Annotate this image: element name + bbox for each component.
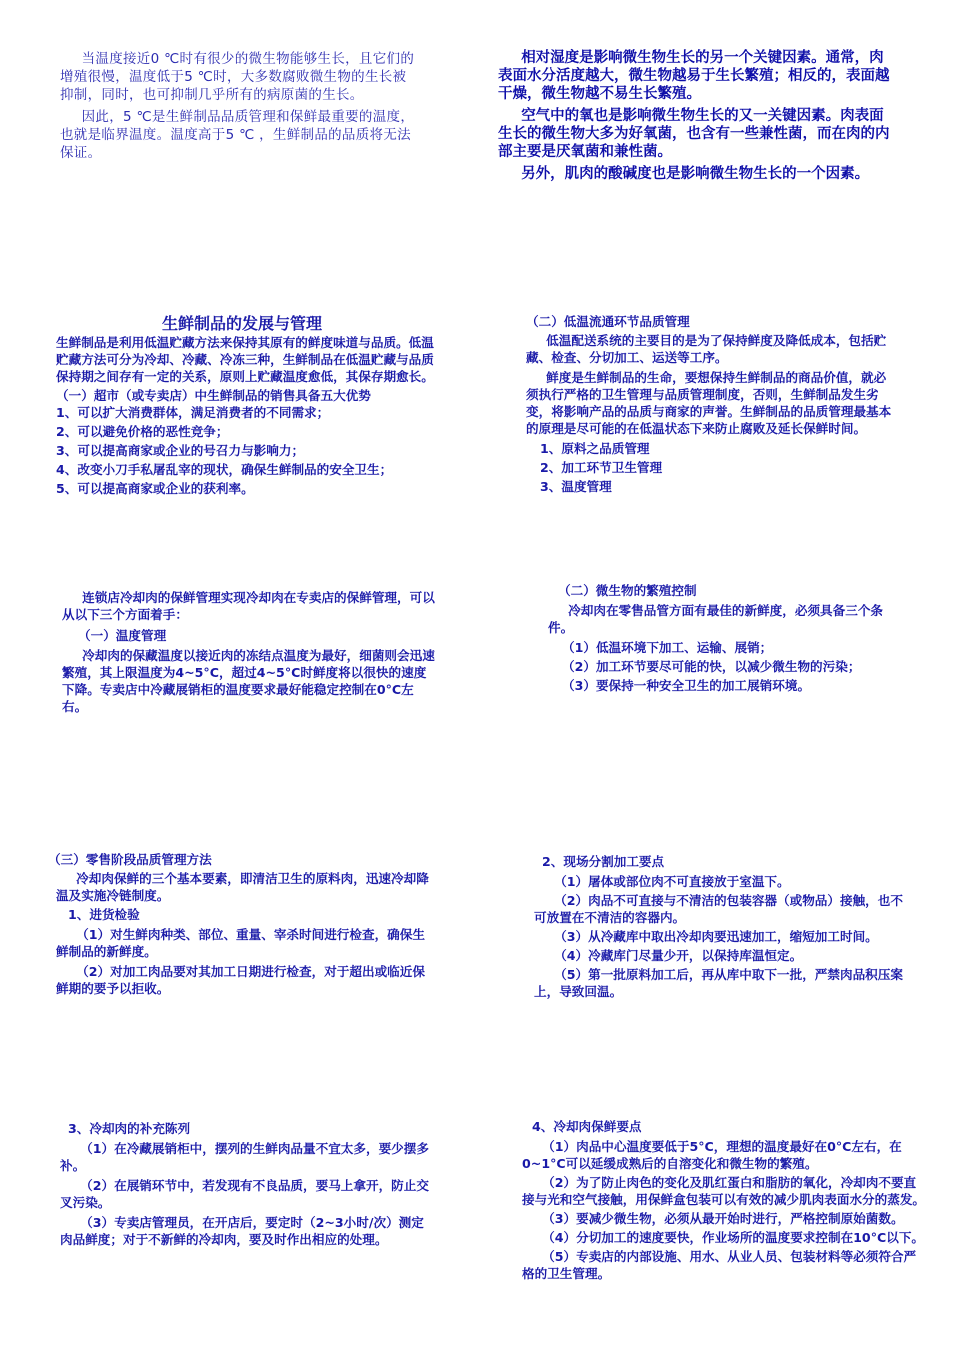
list-item: （3）从冷藏库中取出冷却肉要迅速加工，缩短加工时间。: [554, 929, 878, 944]
sub-heading: 1、进货检验: [68, 907, 140, 922]
list-item: （1）对生鲜肉种类、部位、重量、宰杀时间进行检查，确保生鲜制品的新鲜度。: [56, 927, 425, 959]
list-item: 4、改变小刀手私屠乱宰的现状，确保生鲜制品的安全卫生；: [56, 462, 393, 477]
list-item: （1）低温环境下加工、运输、展销；: [562, 640, 773, 655]
slide-3: [48, 315, 436, 497]
slide-5: [62, 589, 436, 715]
section-heading: （二）低温流通环节品质管理: [526, 314, 690, 329]
list-item: （4）分切加工的速度要快，作业场所的温度要求控制在10°C以下。: [542, 1230, 925, 1245]
list-item: （1）屠体或部位肉不可直接放于室温下。: [554, 874, 790, 889]
list-item: （3）专卖店管理员，在开店后，要定时（2~3小时/次）测定肉品鲜度；对于不新鲜的冷却肉，要及时作出相应的处理。: [60, 1215, 424, 1247]
paragraph: 冷却肉的保藏温度以接近肉的冻结点温度为最好，细菌则会迅速繁殖，其上限温度为4~5°C，超过4~5°C时鲜度将以很快的速度下降。专卖店中冷藏展销柜的温度要求最好能稳定控制在0°C左右。: [62, 648, 435, 714]
paragraph: 相对湿度是影响微生物生长的另一个关键因素。通常，肉表面水分活度越大，微生物越易于生长繁殖；相反的，表面越干燥，微生物越不易生长繁殖。: [498, 50, 890, 102]
slide-8: [534, 853, 904, 1000]
section-heading: 2、现场分割加工要点: [542, 854, 665, 869]
section-heading: （三）零售阶段品质管理方法: [48, 852, 212, 867]
list-item: （2）在展销环节中，若发现有不良品质，要马上拿开，防止交叉污染。: [60, 1178, 429, 1210]
list-item: 2、加工环节卫生管理: [540, 460, 663, 475]
section-heading: 3、冷却肉的补充陈列: [68, 1121, 191, 1136]
slide-4: [526, 313, 896, 495]
paragraph: 冷却肉保鲜的三个基本要素，即清洁卫生的原料肉，迅速冷却降温及实施冷链制度。: [56, 871, 429, 903]
list-item: （2）肉品不可直接与不清洁的包装容器（或物品）接触，也不可放置在不清洁的容器内。: [534, 893, 903, 925]
list-item: （3）要保持一种安全卫生的加工展销环境。: [562, 678, 811, 693]
paragraph: 空气中的氧也是影响微生物生长的又一关键因素。肉表面生长的微生物大多为好氧菌，也含有一些兼性菌，而在肉的内部主要是厌氧菌和兼性菌。: [498, 108, 890, 160]
list-item: （5）第一批原料加工后，再从库中取下一批，严禁肉品积压案上，导致回温。: [534, 967, 903, 999]
list-item: （5）专卖店的内部设施、用水、从业人员、包装材料等必须符合严格的卫生管理。: [522, 1249, 917, 1281]
slide-9: [60, 1120, 436, 1248]
slide-2: [498, 49, 898, 183]
paragraph: 鲜度是生鲜制品的生命，要想保持生鲜制品的商品价值，就必须执行严格的卫生管理与品质管理制度，否则，生鲜制品发生劣变，将影响产品的品质与商家的声誉。生鲜制品的品质管理最基本的原理是尽可能的在低温状态下来防止腐败及延长保鲜时间。: [526, 370, 892, 436]
list-item: （3）要减少微生物，必须从最开始时进行，严格控制原始菌数。: [542, 1211, 904, 1226]
list-item: 3、可以提高商家或企业的号召力与影响力；: [56, 443, 305, 458]
paragraph: 另外，肌肉的酸碱度也是影响微生物生长的一个因素。: [521, 166, 870, 182]
section-heading: （一）超市（或专卖店）中生鲜制品的销售具备五大优势: [56, 388, 371, 403]
paragraph: 因此，5 ℃是生鲜制品品质管理和保鲜最重要的温度，也就是临界温度。温度高于5 ℃ ，生鲜制品的品质将无法保证。: [60, 109, 415, 161]
list-item: 2、可以避免价格的恶性竞争；: [56, 424, 229, 439]
slide-7: [48, 851, 436, 997]
list-item: （4）冷藏库门尽量少开，以保持库温恒定。: [554, 948, 803, 963]
slide-10: [522, 1118, 926, 1282]
paragraph: 冷却肉在零售品管方面有最佳的新鲜度，必须具备三个条件。: [548, 603, 883, 635]
section-heading: （二）微生物的繁殖控制: [558, 583, 697, 598]
list-item: （2）对加工肉品要对其加工日期进行检查，对于超出或临近保鲜期的要予以拒收。: [56, 964, 425, 996]
list-item: 1、可以扩大消费群体，满足消费者的不同需求；: [56, 405, 330, 420]
paragraph: 低温配送系统的主要目的是为了保持鲜度及降低成本，包括贮藏、检查、分切加工、运送等工序。: [526, 333, 887, 365]
list-item: （1）肉品中心温度要低于5°C，理想的温度最好在0°C左右，在0~1°C可以延缓成熟后的自溶变化和微生物的繁殖。: [522, 1139, 902, 1171]
list-item: 1、原料之品质管理: [540, 441, 650, 456]
paragraph: 生鲜制品是利用低温贮藏方法来保持其原有的鲜度味道与品质。低温贮藏方法可分为冷却、冷藏、冷冻三种，生鲜制品在低温贮藏与品质保持期之间存有一定的关系，原则上贮藏温度愈低，其保存期愈长。: [56, 335, 434, 384]
list-item: 3、温度管理: [540, 479, 612, 494]
section-heading: 4、冷却肉保鲜要点: [532, 1119, 642, 1134]
list-item: （1）在冷藏展销柜中，摆列的生鲜肉品量不宜太多，要少摆多补。: [60, 1141, 429, 1173]
slide-6: [548, 582, 894, 694]
paragraph: 连锁店冷却肉的保鲜管理实现冷却肉在专卖店的保鲜管理，可以从以下三个方面着手：: [62, 590, 435, 622]
list-item: 5、可以提高商家或企业的获利率。: [56, 481, 254, 496]
section-heading: （一）温度管理: [78, 628, 167, 643]
slide-1: [60, 50, 416, 162]
paragraph: 当温度接近0 ℃时有很少的微生物能够生长，且它们的增殖很慢，温度低于5 ℃时，大多数腐败微生物的生长被抑制，同时，也可抑制几乎所有的病原菌的生长。: [60, 51, 415, 103]
list-item: （2）加工环节要尽可能的快，以减少微生物的污染；: [562, 659, 861, 674]
slide-title: 生鲜制品的发展与管理: [161, 314, 322, 333]
list-item: （2）为了防止肉色的变化及肌红蛋白和脂肪的氧化，冷却肉不要直接与光和空气接触，用保鲜盒包装可以有效的减少肌肉表面水分的蒸发。: [522, 1175, 925, 1207]
